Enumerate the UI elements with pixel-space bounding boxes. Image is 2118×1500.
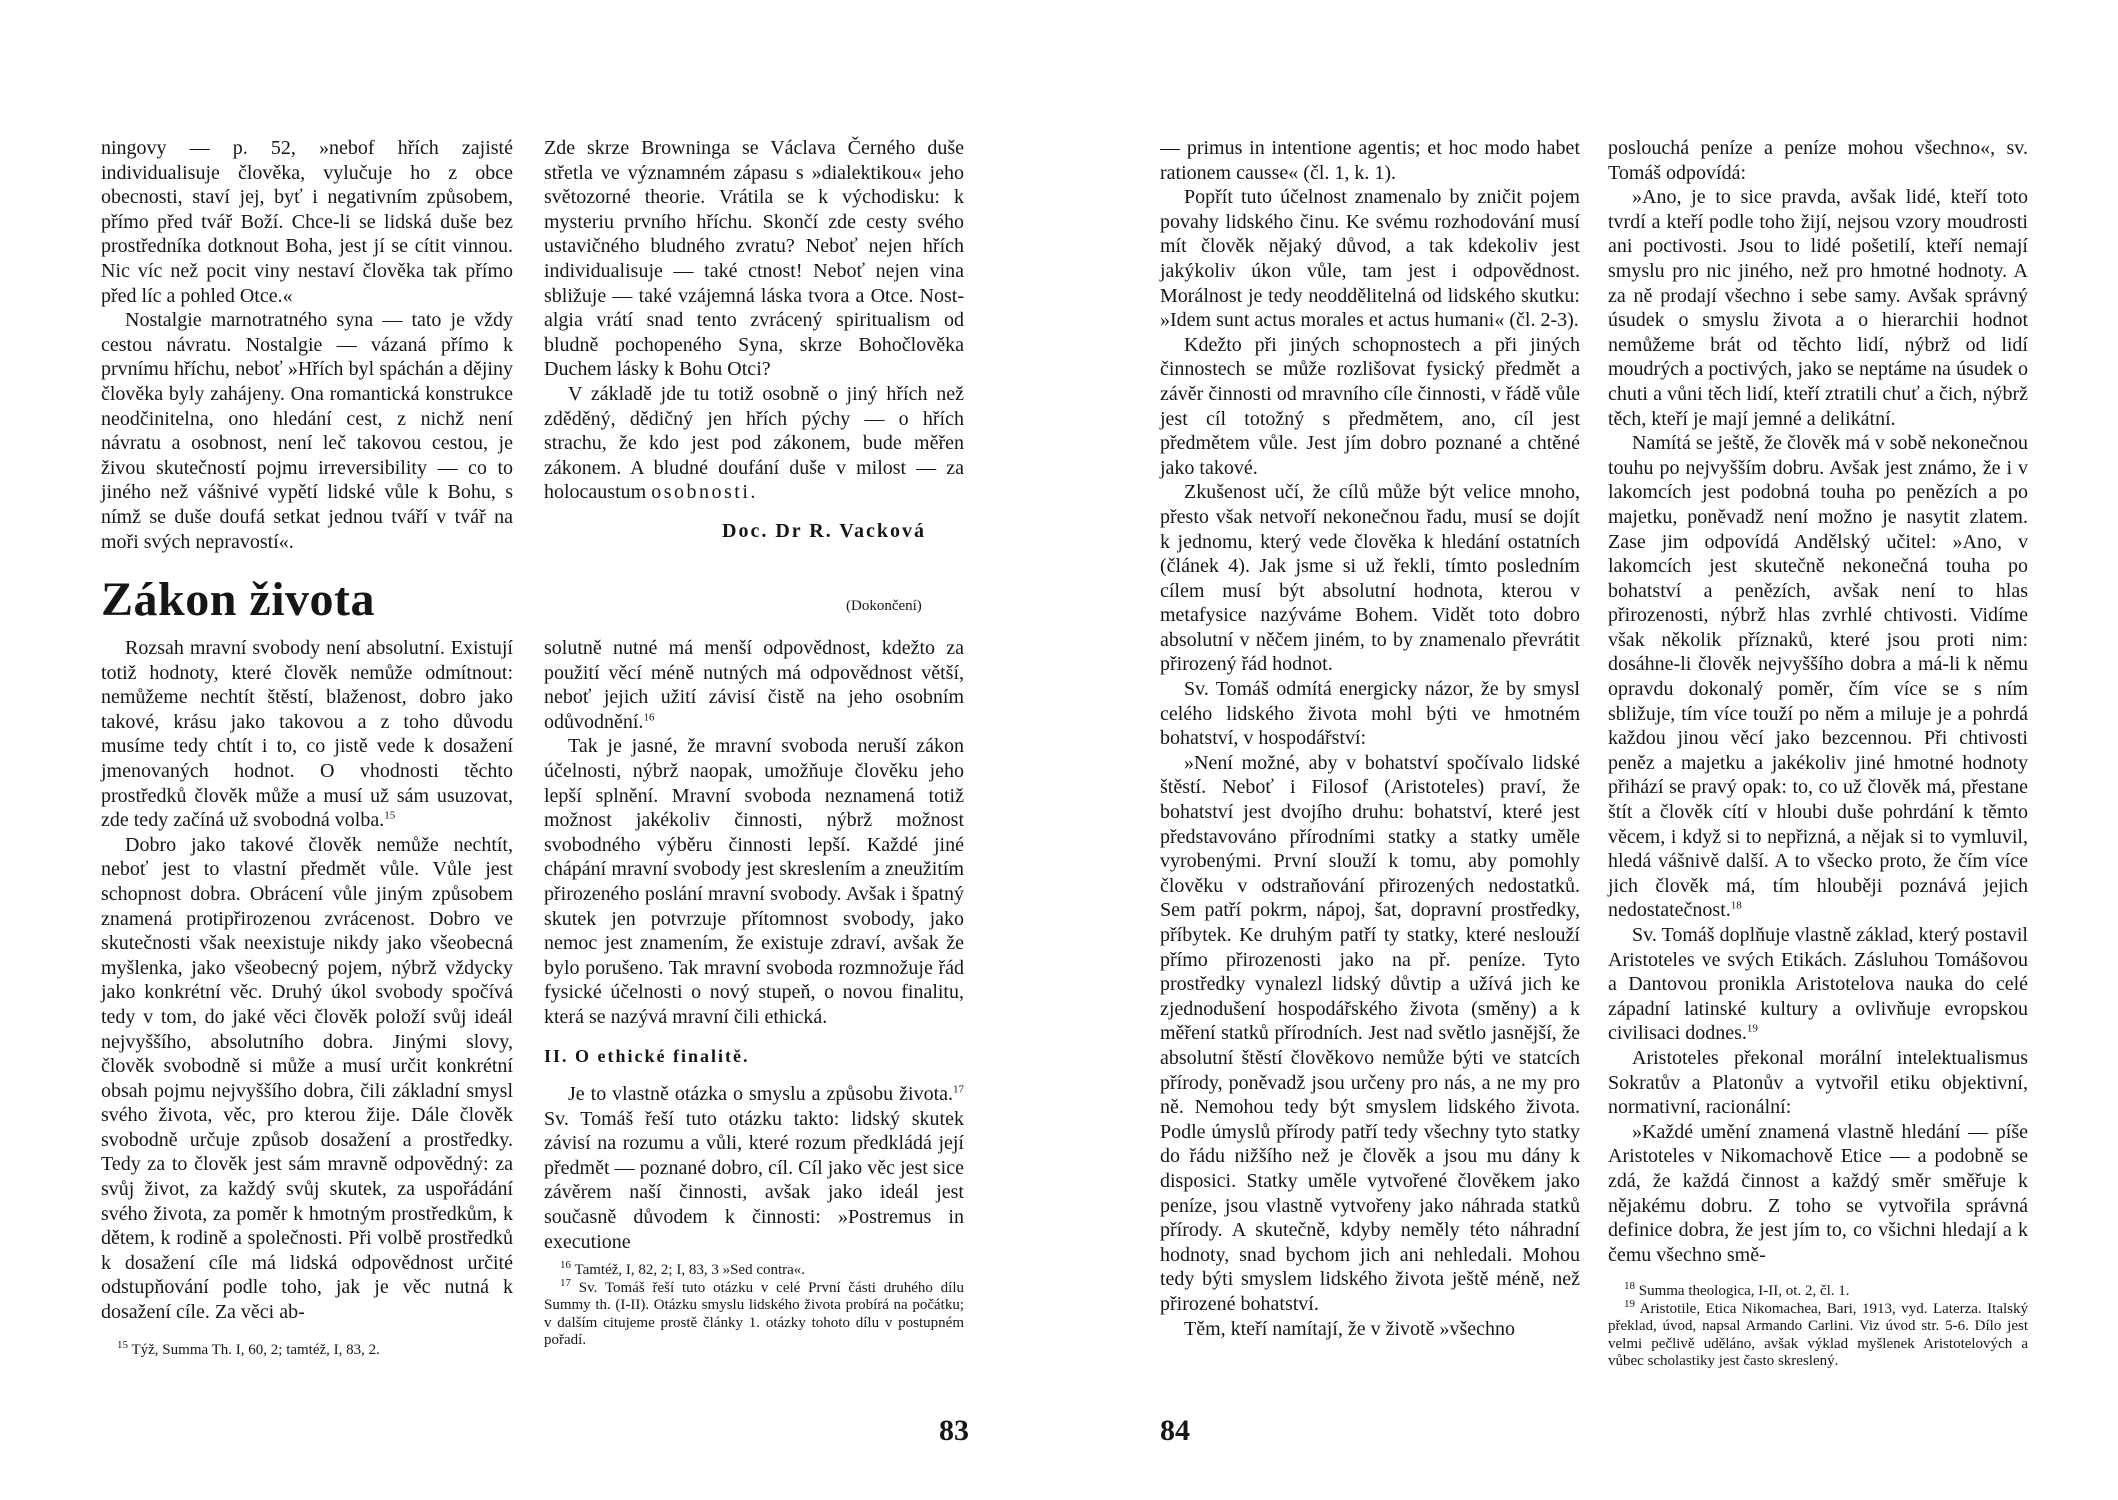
paragraph bbox=[1608, 923, 2028, 1046]
footnotes-col1 bbox=[101, 1339, 513, 1360]
footnote bbox=[544, 1259, 964, 1280]
footnote-ref: 15 bbox=[384, 809, 396, 822]
paragraph: Zkušenost učí, že cílů může být velice mnoho, přesto však netvoří nekonečnou řadu, musí se dojít k jednomu, který vede člověka k hledání ostatních (článek 4). Jak jsme si už řekli, tímto posledním cílem musí být absolutní hodnota, kterou v metafysice nazýváme Bohem. Vidět toto dobro absolutní v něčem jiném, to by znamenalo převrátit přirozený řád hodnot. bbox=[1160, 481, 1580, 676]
footnote bbox=[1608, 1280, 2028, 1301]
article-col2 bbox=[544, 636, 964, 1254]
paragraph: Dobro jako takové člověk nemůže nechtít, neboť jest to vlastní předmět vůle. Vůle jest schopnost dobra. Obrácení vůle jiným způsobem znamená protipřirozenou zvrácenost. Dobro ve skutečnosti však neexistuje nikdy jako všeobecná myšlenka, jako všeobecný pojem, nýbrž vždycky jako konkrétní věc. Druhý úkol svobody spočívá tedy v tom, do jaké věci člověk položí svůj ideál nejvyššího, absolutního dobra. Jinými slovy, člověk svobodně si může a musí určit konkrétní obsah pojmu nejvyššího dobra, čili základní smysl svého života, věc, pro kterou žije. Dále člověk svobodně určuje způsob dosažení a prostředky. Tedy za to člověk jest sám mravně odpovědný: za svůj život, za každý svůj skutek, za uspořádání svého života, za poměr k hmotným prostředkům, k dětem, k rodině a společnosti. Při volbě prostředků k dosažení cíle má lidská odpovědnost určité odstupňování podle toho, jak je věc nutná k dosažení cíle. Za věci ab- bbox=[101, 833, 513, 1324]
paragraph: Kdežto při jiných schopnostech a při jiných činnostech se může rozlišovat fysický předmět a závěr činnosti od mravního cíle činnosti, v řádě vůle jest cíl totožný s předmětem, ano, cíl jest předmětem vůle. Jest jím dobro poznané a chtěné jako takové. bbox=[1160, 333, 1580, 479]
paragraph: Tak je jasné, že mravní svoboda neruší zákon účelnosti, nýbrž naopak, umožňuje člověku jeho lepší splnění. Mravní svoboda neznamená totiž možnost jakékoliv činnosti, nýbrž možnost svobodného výběru činnosti lepší. Každé jiné chápání mravní svobody jest skreslením a zneužitím přirozeného poslání mravní svobody. Avšak i špatný skutek jen potvrzuje přítomnost svobody, jako nemoc jest znamením, že existuje zdraví, avšak že bylo porušeno. Tak mravní svoboda rozmnožuje řád fysické účelnosti o nový stupeň, o novou finalitu, která se nazývá mravní čili ethická. bbox=[544, 735, 964, 1028]
footnote-number: 15 bbox=[117, 1339, 128, 1351]
article-title: Zákon života bbox=[101, 573, 376, 626]
prev-article-col2 bbox=[544, 136, 964, 505]
paragraph-text: Sv. Tomáš řeší tuto otázku takto: lidský skutek závisí na rozumu a vůli, které rozum předkládá její předmět — poznané dobro, cíl. Cíl jako věc jest sice závěrem naší činnosti, avšak jako ideál jest současně důvodem k činnosti: »Postremus in executione bbox=[544, 1107, 964, 1253]
paragraph-text: »Ano, je to sice pravda, avšak lidé, kteří toto tvrdí a kteří podle toho žijí, nejsou vzory moudrosti ani poctivosti. Jsou to lidé pošetilí, kteří nemají smyslu pro nic jiného, než pro hmotné hodnoty. A za ně prodají všechno i sebe samy. Avšak správný úsudek o smyslu života a o hierarchii hodnot nemůžeme brát od těchto lidí, nýbrž od lidí moudrých a poctivých, jako se neptáme na úsudek o chuti a vůni těch lidí, kteří ztratili chuť a čich, nýbrž těch, kteří je mají jemné a delikátní. bbox=[1608, 186, 2028, 430]
author-signature: Doc. Dr R. Vacková bbox=[722, 520, 926, 542]
paragraph: Těm, kteří namítají, že v životě »všechno bbox=[1184, 1317, 1515, 1340]
paragraph-text: V základě jde tu totiž osobně o jiný hřích než zděděný, dědičný jen hřích pýchy — o hřích strachu, že kdo jest pod zákonem, bude měřen zákonem. A bludné doufání duše v milost — za holocaustum bbox=[544, 382, 964, 504]
paragraph bbox=[1608, 185, 2028, 431]
paragraph: ningovy — p. 52, »nebof hřích zajisté individualisuje člověka, vylučuje ho z obce obecnosti, staví jej, byť i negativním způsobem, přímo před tvář Boží. Chce-li se lidská duše bez prostředníka dotknout Boha, jest jí se cítit vinnou. Nic víc než pocit viny nestaví člověka tak přímo před líc a pohled Otce.« bbox=[101, 137, 513, 307]
paragraph bbox=[544, 382, 964, 505]
right-col2 bbox=[1608, 136, 2028, 1267]
section-heading: II. O ethické finalitě. bbox=[544, 1045, 750, 1066]
paragraph: — primus in intentione agentis; et hoc modo habet rationem causse« (čl. 1, k. 1). bbox=[1160, 137, 1580, 184]
article-note: (Dokončení) bbox=[846, 598, 922, 614]
paragraph-text: solutně nutné má menší odpovědnost, kdežto za použití věcí méně nutných má odpovědnost větší, neboť jejich užití závisí čistě na jeho osobním odůvodnění. bbox=[544, 637, 964, 733]
paragraph: Aristoteles překonal morální intelektualismus Sokratův a Platonův a vytvořil etiku objektivní, normativní, racionální: bbox=[1608, 1046, 2028, 1119]
footnote-text: Summa theologica, I-II, ot. 2, čl. 1. bbox=[1638, 1283, 1850, 1299]
footnote-text: Aristotile, Etica Nikomachea, Bari, 1913, vyd. Laterza. Italský překlad, úvod, napsal Armando Carlini. Viz úvod str. 5-6. Dílo jest velmi pečlivě uděláno, avšak výklad myšlenek Aristotelových a vůbec scholastiky jest často skreslený. bbox=[1608, 1300, 2028, 1369]
footnote bbox=[544, 1276, 964, 1350]
paragraph-text: Namítá se ještě, že člověk má v sobě nekonečnou touhu po nejvyšším dobru. Avšak jest známo, že i v lakomcích jest podobná touha po penězích a po majetku, poněvadž není možno je nasytit zlatem. Zase jim odpovídá Andělský učitel: »Ano, v lakomcích jest skutečně nekonečná touha po bohatství a penězích, avšak není to hlas přirozenosti, nýbrž hlas zvrhlé chtivosti. Vidíme však několik příznaků, které jsou proti nim: dosáhne-li člověk nejvyššího dobra a má-li k němu opravdu dokonalý poměr, čím více se s ním sbližuje, tím více touží po něm a miluje je a pohrdá každou jinou věcí jako bezcennou. Při chtivosti peněz a majetku a jakékoliv jiné hmotné hodnoty přihází se pravý opak: to, co už člověk má, přestane štít a člověk cítí v hloubi duše pohrdání k těmto věcem, i když si to nepřizná, a nějak si to vymluvil, hledá vášnivě další. A to všecko proto, že čím více jich člověk má, tím hlouběji poznává jejich nedostatečnost. bbox=[1608, 432, 2028, 922]
paragraph bbox=[544, 1082, 964, 1254]
paragraph-text: Sv. Tomáš doplňuje vlastně základ, který postavil Aristoteles ve svých Etikách. Zásluhou Tomášovou a Dantovou pronikla Aristotelova nauka do celé západní latinské kultury a ovlivňuje evropskou civilisaci dodnes. bbox=[1608, 924, 2028, 1045]
footnotes-right bbox=[1608, 1280, 2028, 1371]
footnote bbox=[1608, 1297, 2028, 1371]
paragraph: »Není možné, aby v bohatství spočívalo lidské štěstí. Neboť i Filosof (Aristoteles) praví, že bohatství jest dvojího druhu: bohatství, které jest představováno přírodními statky a statky uměle vyrobenými. První slouží k tomu, aby pomohly člověku v odstraňování přirozených nedostatků. Sem patří pokrm, nápoj, šat, dopravní prostředky, příbytek. Ke druhým patří ty statky, které neslouží přímo přirozenosti jako na př. peníze. Tyto prostředky vynalezl lidský důvtip a užívá jich ke zjednodušení hospodářského života (směny) a k měření statků přírodních. Jest nad světlo jasnější, že absolutní štěstí člověkovo nemůže býti ve statcích přírody, poněvadž jsou určeny pro nás, a ne my pro ně. Nemohou tedy být smyslem lidského života. Podle úmyslů přírody patří tedy všechny tyto statky do řádu nižšího než je člověk a jsou mu dány k disposici. Statky uměle vytvořené člověkem jako peníze, jsou vlastně vytvořeny jako náhrada statků přírody. A skutečně, kdyby neměly této náhradní hodnoty, snad bychom jich ani nehledali. Mohou tedy býti smyslem lidského života ještě méně, než přirozené bohatství. bbox=[1160, 751, 1580, 1315]
footnote-text: Týž, Summa Th. I, 60, 2; tamtéž, I, 83, 2. bbox=[131, 1342, 380, 1358]
footnote-ref: 19 bbox=[1746, 1022, 1758, 1035]
footnote-number: 17 bbox=[560, 1276, 571, 1289]
footnote-ref: 16 bbox=[643, 711, 655, 724]
footnotes-col2 bbox=[544, 1259, 964, 1350]
footnote-number: 19 bbox=[1624, 1297, 1635, 1310]
paragraph bbox=[544, 636, 964, 734]
paragraph: Nostalgie marnotratného syna — tato je vždy cestou návratu. Nostalgie — vázaná přímo k prvnímu hříchu, neboť »Hřích byl spáchán a dějiny člověka byly zahájeny. Ona romantická konstrukce neodčinitelna, ono hledání cest, z nichž není návratu a osobnost, není leč takovou cestou, je živou skutečností pojmu irreversibility — co to jiného než vášnivé vypětí lidské vůle k Bohu, s nímž se duše doufá setkat jednou tváří v tvář na moři svých nepravostí«. bbox=[101, 309, 513, 553]
page-number: 84 bbox=[1160, 1414, 1190, 1447]
paragraph: »Každé umění znamená vlastně hledání — píše Aristoteles v Nikomachově Etice — a podobně se zdá, že každá činnost a každý směr směřuje k nějakému dobru. Z toho se vytvořila správná definice dobra, že jest jím to, co všichni hledají a k čemu všechno smě- bbox=[1608, 1120, 2028, 1266]
paragraph bbox=[101, 636, 513, 833]
footnote-ref: 18 bbox=[1730, 899, 1742, 912]
right-col1 bbox=[1160, 136, 1580, 1341]
footnote-number: 16 bbox=[560, 1259, 571, 1271]
footnote-number: 18 bbox=[1624, 1280, 1635, 1292]
footnote-text: Tamtéž, I, 82, 2; I, 83, 3 »Sed contra«. bbox=[574, 1262, 806, 1278]
paragraph: Popřít tuto účelnost znamenalo by zničit pojem povahy lidského činu. Ke svému rozhodování musí mít člověk nějaký důvod, a tak kdekoliv jest jakýkoliv úkon vůle, tam jest i odpovědnost. Morálnost je tedy neoddělitelná od lidského skutku: »Idem sunt actus morales et actus humani« (čl. 2-3). bbox=[1160, 186, 1580, 332]
footnote-ref: 17 bbox=[953, 1083, 964, 1096]
paragraph: Sv. Tomáš odmítá energicky názor, že by smysl celého lidského života mohl býti ve hmotném bohatství, v hospodářství: bbox=[1160, 678, 1580, 750]
prev-article-col1 bbox=[101, 136, 513, 554]
paragraph: poslouchá peníze a peníze mohou všechno«, sv. Tomáš odpovídá: bbox=[1608, 137, 2028, 184]
article-col1 bbox=[101, 636, 513, 1325]
page-number: 83 bbox=[939, 1414, 969, 1447]
paragraph bbox=[1608, 431, 2028, 923]
paragraph-text: Je to vlastně otázka o smyslu a způsobu života. bbox=[568, 1083, 953, 1106]
footnote-text: Sv. Tomáš řeší tuto otázku v celé První části druhého dílu Summy th. (I-II). Otázku smyslu lidského života probírá na počátku; v dalším citujeme prostě články 1. otázky tohoto dílu v postupném pořadí. bbox=[544, 1279, 964, 1348]
paragraph: Zde skrze Browninga se Václava Černého duše střetla ve významném zápasu s »dialektikou« jeho světozorné theorie. Vrátila se k východisku: k mysteriu prvního hříchu. Skončí zde cesty svého ustavičného bludného zvratu? Neboť nejen hřích individualisuje — také ctnost! Neboť nejen vina sbližuje — také vzájemná láska tvora a Otce. Nost- algia vrátí snad tento zvrácený spiritualism od bludně pochopeného Syna, skrze Bohočlověka Duchem lásky k Bohu Otci? bbox=[544, 137, 964, 381]
spaced-word: osobnosti. bbox=[651, 481, 758, 504]
paragraph-text: Rozsah mravní svobody není absolutní. Existují totiž hodnoty, které člověk nemůže odmítnout: nemůžeme nechtít štěstí, blaženost, dobro jako takové, krásu jako takovou a z toho důvodu musíme tedy chtít i to, co jistě vede k dosažení jmenovaných hodnot. O vhodnosti těchto prostředků člověk může a musí už sám usuzovat, zde tedy začíná už svobodná volba. bbox=[101, 637, 513, 832]
footnote bbox=[101, 1339, 513, 1360]
